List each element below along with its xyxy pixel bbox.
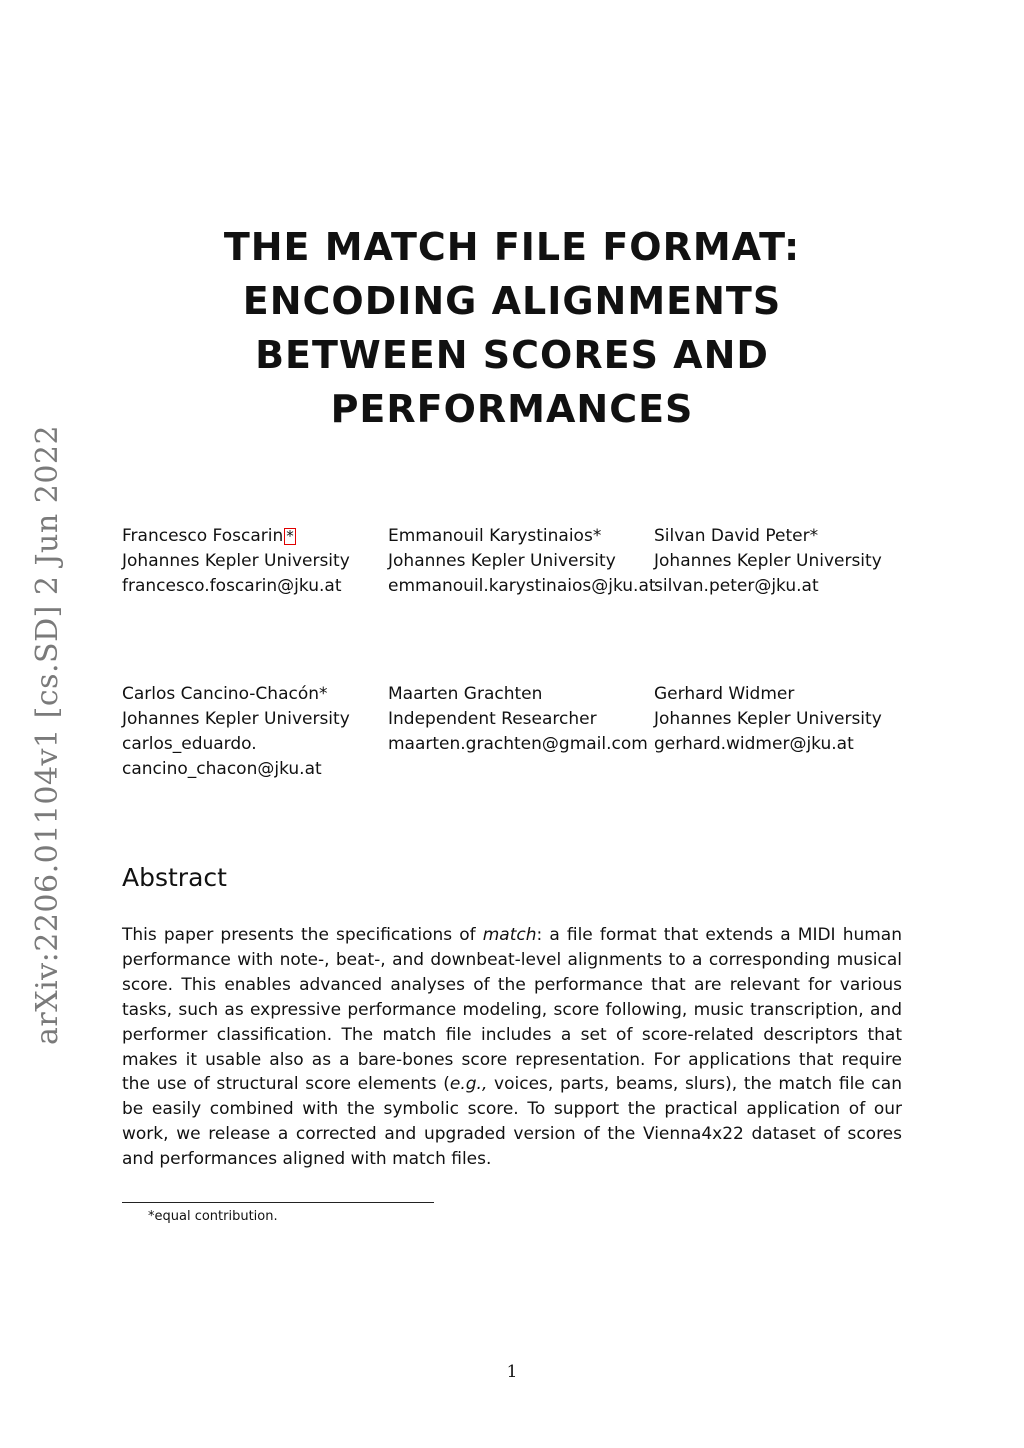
- author-affiliation: Johannes Kepler University: [122, 551, 350, 571]
- footnote-link[interactable]: *: [286, 527, 294, 545]
- footnote-divider: [122, 1202, 434, 1203]
- author-email: silvan.peter@jku.at: [654, 576, 819, 596]
- title-line: BETWEEN SCORES AND: [255, 333, 769, 378]
- author-affiliation: Johannes Kepler University: [388, 551, 616, 571]
- author-email: gerhard.widmer@jku.at: [654, 734, 854, 754]
- author-block: [388, 524, 656, 599]
- author-affiliation: Independent Researcher: [388, 709, 597, 729]
- author-block: [122, 524, 350, 599]
- author-affiliation: Johannes Kepler University: [122, 709, 350, 729]
- title-line: PERFORMANCES: [330, 387, 694, 432]
- author-name: Maarten Grachten: [388, 684, 543, 704]
- abstract-text: : a file format that extends a MIDI human performance with note-, beat-, and downbeat-level alignments to a corresponding musical score. This enables advanced analyses of the performance that are relevant for various tasks, such as expressive performance modeling, score following, music transcription, and performer classification. The match file includes a set of score-related descriptors that makes it usable also as a bare-bones score representation. For applications that require the use of structural score elements (: [122, 925, 902, 1095]
- arxiv-identifier: arXiv:2206.01104v1 [cs.SD] 2 Jun 2022: [30, 424, 65, 1045]
- abstract-emphasis: e.g.,: [449, 1074, 488, 1095]
- author-email: francesco.foscarin@jku.at: [122, 576, 342, 596]
- paper-title: [150, 220, 874, 436]
- abstract-text: voices, parts, beams, slurs), the match file can be easily combined with the symbolic score. To support the practical application of our work, we release a corrected and upgraded version of the Vienna4x22 dataset of scores and performances aligned with match files.: [122, 1074, 902, 1170]
- abstract-body: [122, 923, 902, 1172]
- abstract-emphasis: match: [482, 925, 537, 945]
- author-block: [654, 524, 882, 599]
- author-email: maarten.grachten@gmail.com: [388, 734, 648, 754]
- title-line: THE MATCH FILE FORMAT:: [223, 225, 801, 270]
- author-name: Emmanouil Karystinaios*: [388, 526, 602, 546]
- footnote: *equal contribution.: [148, 1209, 278, 1224]
- author-email: emmanouil.karystinaios@jku.at: [388, 576, 656, 596]
- author-block: [388, 682, 648, 757]
- abstract-heading: Abstract: [122, 862, 227, 892]
- page-number: 1: [506, 1362, 518, 1382]
- author-name: Francesco Foscarin: [122, 526, 284, 546]
- abstract-text: This paper presents the specifications of: [122, 925, 483, 945]
- author-affiliation: Johannes Kepler University: [654, 551, 882, 571]
- author-email: carlos_eduardo.: [122, 734, 257, 754]
- author-block: [122, 682, 350, 782]
- author-email: cancino_chacon@jku.at: [122, 759, 322, 779]
- author-name: Silvan David Peter*: [654, 526, 819, 546]
- author-name: Gerhard Widmer: [654, 684, 795, 704]
- author-name-line: [122, 524, 350, 549]
- title-line: ENCODING ALIGNMENTS: [242, 279, 782, 324]
- author-name: Carlos Cancino-Chacón*: [122, 684, 328, 704]
- author-block: [654, 682, 882, 757]
- author-affiliation: Johannes Kepler University: [654, 709, 882, 729]
